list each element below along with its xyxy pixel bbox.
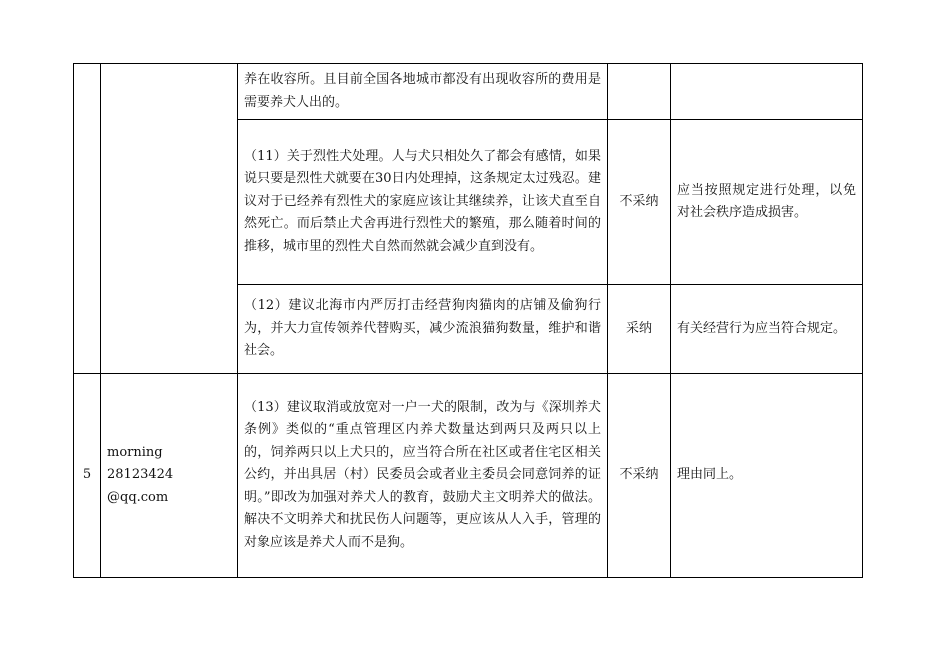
serial-number-cell xyxy=(74,64,101,374)
feedback-table xyxy=(73,63,863,578)
adoption-decision: 采纳 xyxy=(608,285,671,374)
submitter-cell xyxy=(101,64,238,374)
opinion-content: （11）关于烈性犬处理。人与犬只相处久了都会有感情，如果说只要是烈性犬就要在30日内处理掉，这条规定太过残忍。建议对于已经养有烈性犬的家庭应该让其继续养，让该犬直至自然死亡。而后禁止犬舍再进行烈性犬的繁殖，那么随着时间的推移，城市里的烈性犬自然而然就会减少直到没有。 xyxy=(238,120,608,285)
submitter-line: 28123424 xyxy=(107,467,174,483)
table-row xyxy=(74,374,863,578)
adoption-decision: 不采纳 xyxy=(608,374,671,578)
decision-reason: 应当按照规定进行处理，以免对社会秩序造成损害。 xyxy=(671,120,863,285)
opinion-content: 养在收容所。且目前全国各地城市都没有出现收容所的费用是需要养犬人出的。 xyxy=(238,64,608,120)
submitter-email xyxy=(101,374,238,578)
opinion-content: （13）建议取消或放宽对一户一犬的限制，改为与《深圳养犬条例》类似的“重点管理区内养犬数量达到两只及两只以上的，饲养两只以上犬只的，应当符合所在社区或者住宅区相关公约，并出具居（村）民委员会或者业主委员会同意饲养的证明。”即改为加强对养犬人的教育，鼓励犬主文明养犬的做法。解决不文明养犬和扰民伤人问题等，更应该从人入手，管理的对象应该是养犬人而不是狗。 xyxy=(238,374,608,578)
decision-reason: 理由同上。 xyxy=(671,374,863,578)
adoption-decision xyxy=(608,64,671,120)
opinion-content: （12）建议北海市内严厉打击经营狗肉猫肉的店铺及偷狗行为，并大力宣传领养代替购买，减少流浪猫狗数量，维护和谐社会。 xyxy=(238,285,608,374)
submitter-line: @qq.com xyxy=(107,489,169,505)
adoption-decision: 不采纳 xyxy=(608,120,671,285)
decision-reason xyxy=(671,64,863,120)
decision-reason: 有关经营行为应当符合规定。 xyxy=(671,285,863,374)
submitter-line: morning xyxy=(107,444,163,460)
table-row xyxy=(74,64,863,120)
serial-number: 5 xyxy=(74,374,101,578)
